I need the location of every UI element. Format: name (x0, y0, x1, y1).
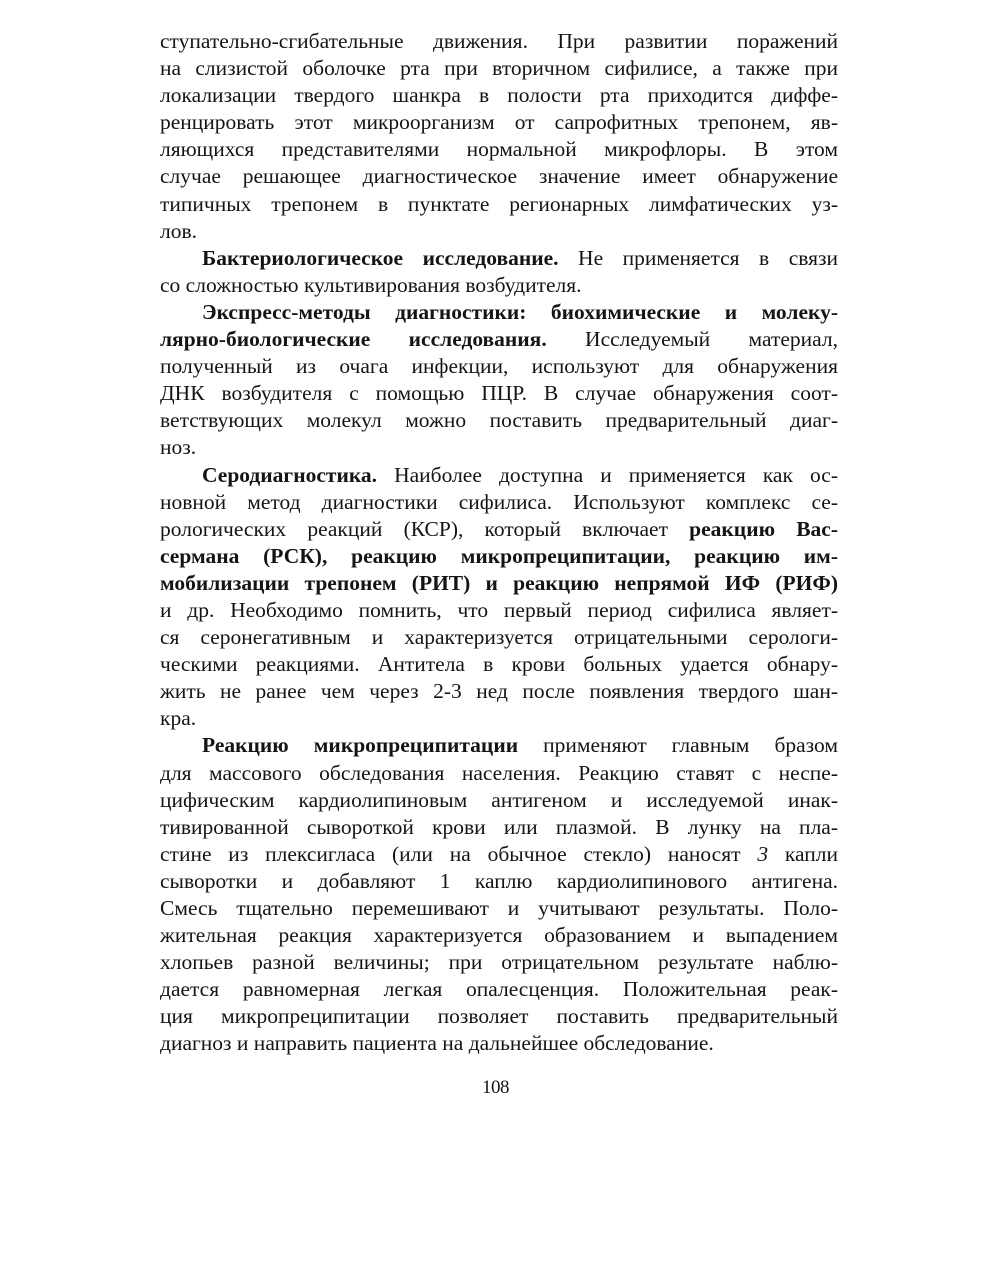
text-line (160, 516, 838, 543)
text-run: ляющихся представителями нормальной микрофлоры. В этом (160, 137, 838, 162)
italic-text: 3 (757, 841, 769, 866)
text-run: кра. (160, 706, 197, 731)
bold-text: Реакцию микропреципитации (202, 733, 519, 758)
text-line (160, 1030, 838, 1057)
text-line (160, 191, 838, 218)
text-line (160, 272, 838, 299)
text-line (160, 732, 838, 759)
text-line (160, 407, 838, 434)
text-line (160, 245, 838, 272)
text-run: стине из плексигласа (или на обычное стекло) наносят (160, 841, 758, 866)
text-run: Исследуемый материал, (546, 327, 838, 352)
text-line (160, 705, 838, 732)
text-run: рологических реакций (КСР), который включает (160, 516, 690, 541)
paragraph-continuation (160, 28, 838, 245)
text-run: для массового обследования населения. Реакцию ставят с неспе- (160, 760, 838, 785)
text-run: ветствующих молекул можно поставить предварительный диаг- (160, 408, 838, 433)
text-run: капли (768, 841, 839, 866)
text-run: жить не ранее чем через 2-3 нед после появления твердого шан- (160, 679, 838, 704)
text-run: дается равномерная легкая опалесценция. Положительная реак- (160, 977, 838, 1002)
text-line (160, 678, 838, 705)
text-line (160, 380, 838, 407)
text-run: Наиболее доступна и применяется как ос- (377, 462, 838, 487)
text-run: случае решающее диагностическое значение имеет обнаружение (160, 164, 838, 189)
text-run: на слизистой оболочке рта при вторичном сифилисе, а также при (160, 56, 838, 81)
text-run: хлопьев разной величины; при отрицательном результате наблю- (160, 950, 838, 975)
text-run: ноз. (160, 435, 197, 460)
text-run: со сложностью культивирования возбудителя. (160, 272, 582, 297)
bold-text: Экспресс-методы диагностики: биохимические и молеку- (202, 299, 838, 324)
text-line (160, 922, 838, 949)
text-line (160, 651, 838, 678)
text-line (160, 109, 838, 136)
text-run: Смесь тщательно перемешивают и учитывают результаты. Поло- (160, 896, 838, 920)
text-line (160, 787, 838, 814)
text-run: полученный из очага инфекции, используют для обнаружения (160, 354, 838, 379)
text-run: диагноз и направить пациента на дальнейшее обследование. (160, 1031, 714, 1056)
text-line (160, 760, 838, 787)
paragraph-bacteriological (160, 245, 838, 299)
text-line (160, 949, 838, 976)
text-line (160, 489, 838, 516)
text-line (160, 326, 838, 353)
text-run: сыворотки и добавляют 1 каплю кардиолипинового антигена. (160, 868, 838, 893)
text-line (160, 28, 838, 55)
paragraph-microprecipitation (160, 732, 838, 1057)
text-run: лов. (160, 218, 198, 243)
text-line (160, 976, 838, 1003)
bold-text: мобилизации трепонем (РИТ) и реакцию непрямой ИФ (РИФ) (160, 570, 838, 595)
text-run: применяют главным бразом (518, 733, 838, 758)
bold-text: реакцию Вас- (689, 516, 838, 541)
text-run: ДНК возбудителя с помощью ПЦР. В случае обнаружения соот- (160, 381, 838, 406)
page-number: 108 (482, 1077, 509, 1098)
bold-text: сермана (РСК), реакцию микропреципитации, реакцию им- (160, 543, 838, 568)
text-run: и др. Необходимо помнить, что первый период сифилиса являет- (160, 597, 838, 622)
paragraph-express-methods (160, 299, 838, 462)
text-run: новной метод диагностики сифилиса. Используют комплекс се- (160, 489, 838, 514)
text-line (160, 353, 838, 380)
text-run: цифическим кардиолипиновым антигеном и исследуемой инак- (160, 787, 838, 812)
text-line (160, 868, 838, 895)
text-line (160, 163, 838, 190)
bold-text: Серодиагностика. (202, 462, 378, 487)
text-line (160, 136, 838, 163)
text-line (160, 434, 838, 461)
text-line (160, 82, 838, 109)
bold-text: лярно-биологические исследования. (160, 327, 547, 352)
paragraph-serodiagnostics (160, 462, 838, 733)
text-line (160, 55, 838, 82)
text-line (160, 462, 838, 489)
text-line (160, 841, 838, 868)
text-run: Не применяется в связи (558, 245, 838, 270)
page-text (160, 28, 838, 1058)
text-line (160, 1003, 838, 1030)
text-run: ступательно-сгибательные движения. При развитии поражений (160, 29, 838, 53)
text-run: ренцировать этот микроорганизм от сапрофитных трепонем, яв- (160, 110, 838, 135)
text-line (160, 570, 838, 597)
text-run: локализации твердого шанкра в полости рта приходится диффе- (160, 83, 838, 108)
text-line (160, 624, 838, 651)
text-run: тивированной сывороткой крови или плазмой. В лунку на пла- (160, 814, 838, 839)
text-run: ция микропреципитации позволяет поставить предварительный (160, 1004, 838, 1029)
text-line (160, 597, 838, 624)
text-line (160, 814, 838, 841)
text-line (160, 543, 838, 570)
bold-text: Бактериологическое исследование. (202, 245, 559, 270)
text-line (160, 895, 838, 922)
text-run: жительная реакция характеризуется образованием и выпадением (160, 923, 838, 948)
text-line (160, 218, 838, 245)
text-run: ся серонегативным и характеризуется отрицательными серологи- (160, 625, 838, 650)
text-run: типичных трепонем в пунктате регионарных лимфатических уз- (160, 191, 838, 216)
text-line (160, 299, 838, 326)
text-run: ческими реакциями. Антитела в крови больных удается обнару- (160, 652, 838, 677)
